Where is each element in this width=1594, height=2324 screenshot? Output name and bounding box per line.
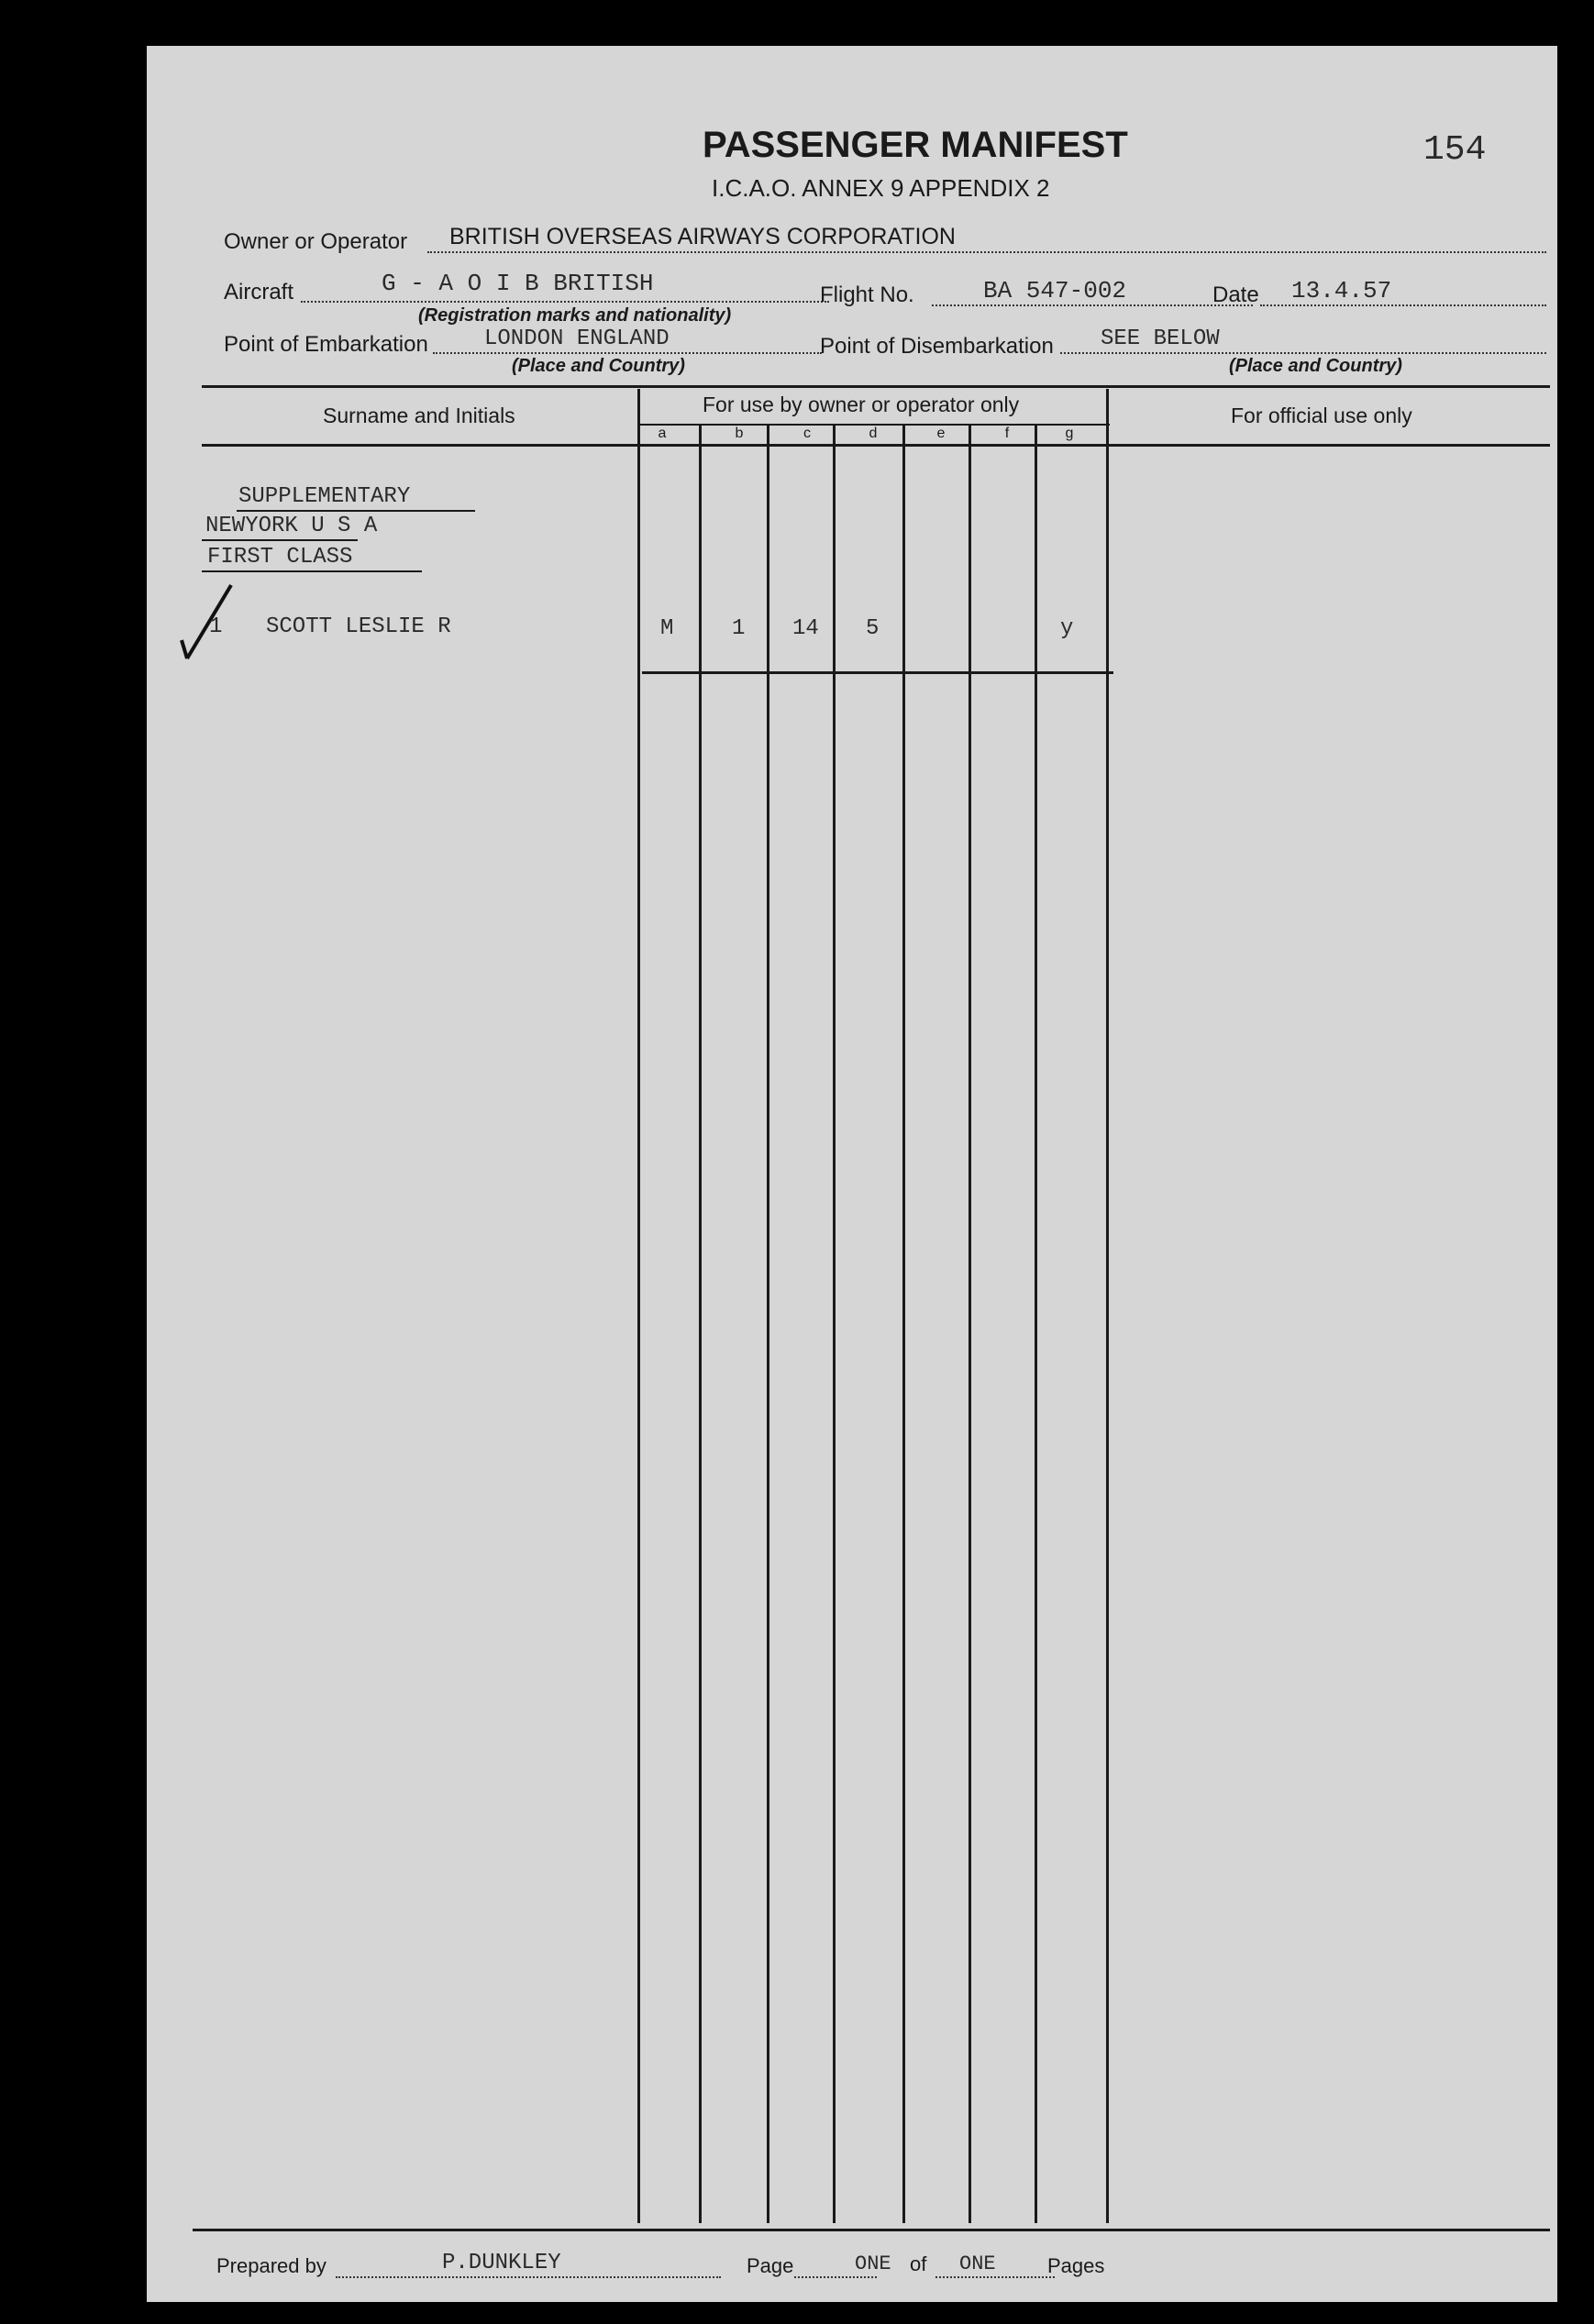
disembarkation-value: SEE BELOW xyxy=(1101,326,1220,351)
column-divider xyxy=(1106,389,1109,2223)
column-letter-c: c xyxy=(803,426,811,441)
prepared-by-value: P.DUNKLEY xyxy=(442,2251,561,2275)
table-top-rule xyxy=(202,385,1550,388)
column-letter-e: e xyxy=(936,426,946,441)
page-dotted-line xyxy=(794,2276,877,2278)
column-header-surname: Surname and Initials xyxy=(323,404,515,427)
column-divider xyxy=(699,426,702,2223)
column-divider xyxy=(637,389,640,2223)
owner-dotted-line xyxy=(427,251,1546,253)
date-dotted-line xyxy=(1260,304,1546,306)
page-number: 154 xyxy=(1423,130,1487,170)
date-value: 13.4.57 xyxy=(1291,277,1392,304)
passenger-col-b: 1 xyxy=(732,616,746,641)
aircraft-note: (Registration marks and nationality) xyxy=(418,305,732,326)
column-divider xyxy=(1035,426,1037,2223)
column-divider xyxy=(833,426,836,2223)
check-mark-icon xyxy=(178,583,233,666)
column-divider xyxy=(969,426,971,2223)
entry-underline xyxy=(237,510,475,512)
entry-underline xyxy=(202,570,422,572)
manifest-sheet xyxy=(147,46,1557,2302)
entry-supplementary: SUPPLEMENTARY xyxy=(238,484,411,509)
column-header-owner-use: For use by owner or operator only xyxy=(703,393,1020,416)
column-letter-d: d xyxy=(869,426,878,441)
owner-label: Owner or Operator xyxy=(224,229,408,254)
column-header-official-use: For official use only xyxy=(1231,404,1412,427)
prepared-by-dotted-line xyxy=(336,2276,721,2278)
date-label: Date xyxy=(1212,282,1259,307)
page-value: ONE xyxy=(855,2252,891,2275)
aircraft-value: G - A O I B BRITISH xyxy=(382,270,654,297)
entry-class: FIRST CLASS xyxy=(207,545,353,570)
passenger-name: SCOTT LESLIE R xyxy=(266,614,451,639)
aircraft-dotted-line xyxy=(301,301,829,303)
flight-label: Flight No. xyxy=(820,282,914,307)
pages-label: Pages xyxy=(1047,2254,1105,2277)
footer-rule xyxy=(193,2229,1550,2231)
aircraft-label: Aircraft xyxy=(224,280,294,304)
passenger-col-c: 14 xyxy=(792,616,819,641)
page-label: Page xyxy=(747,2254,794,2277)
column-letter-b: b xyxy=(735,426,744,441)
flight-dotted-line xyxy=(932,304,1253,306)
column-letter-f: f xyxy=(1004,426,1010,441)
embarkation-note: (Place and Country) xyxy=(512,356,685,376)
passenger-number: 1 xyxy=(209,614,223,639)
of-dotted-line xyxy=(935,2276,1055,2278)
entry-destination: NEWYORK U S A xyxy=(205,514,378,538)
owner-value: BRITISH OVERSEAS AIRWAYS CORPORATION xyxy=(449,224,956,249)
passenger-col-d: 5 xyxy=(866,616,880,641)
passenger-row-rule xyxy=(642,671,1113,674)
embarkation-label: Point of Embarkation xyxy=(224,332,428,357)
disembarkation-note: (Place and Country) xyxy=(1229,356,1402,376)
passenger-col-a: M xyxy=(660,616,674,641)
total-pages-value: ONE xyxy=(959,2252,996,2275)
column-divider xyxy=(902,426,905,2223)
embarkation-value: LONDON ENGLAND xyxy=(484,326,670,351)
column-divider xyxy=(767,426,769,2223)
flight-value: BA 547-002 xyxy=(983,277,1127,304)
embarkation-dotted-line xyxy=(433,352,822,354)
passenger-col-g: y xyxy=(1060,616,1074,641)
column-letter-a: a xyxy=(658,426,667,441)
entry-underline xyxy=(202,539,358,541)
page-title: PASSENGER MANIFEST xyxy=(703,125,1128,165)
column-letter-g: g xyxy=(1065,426,1074,441)
page-subtitle: I.C.A.O. ANNEX 9 APPENDIX 2 xyxy=(712,174,1050,202)
prepared-by-label: Prepared by xyxy=(216,2254,327,2277)
disembarkation-label: Point of Disembarkation xyxy=(820,334,1054,359)
table-header-bottom-rule xyxy=(202,444,1550,447)
of-label: of xyxy=(910,2252,927,2275)
disembarkation-dotted-line xyxy=(1060,352,1546,354)
